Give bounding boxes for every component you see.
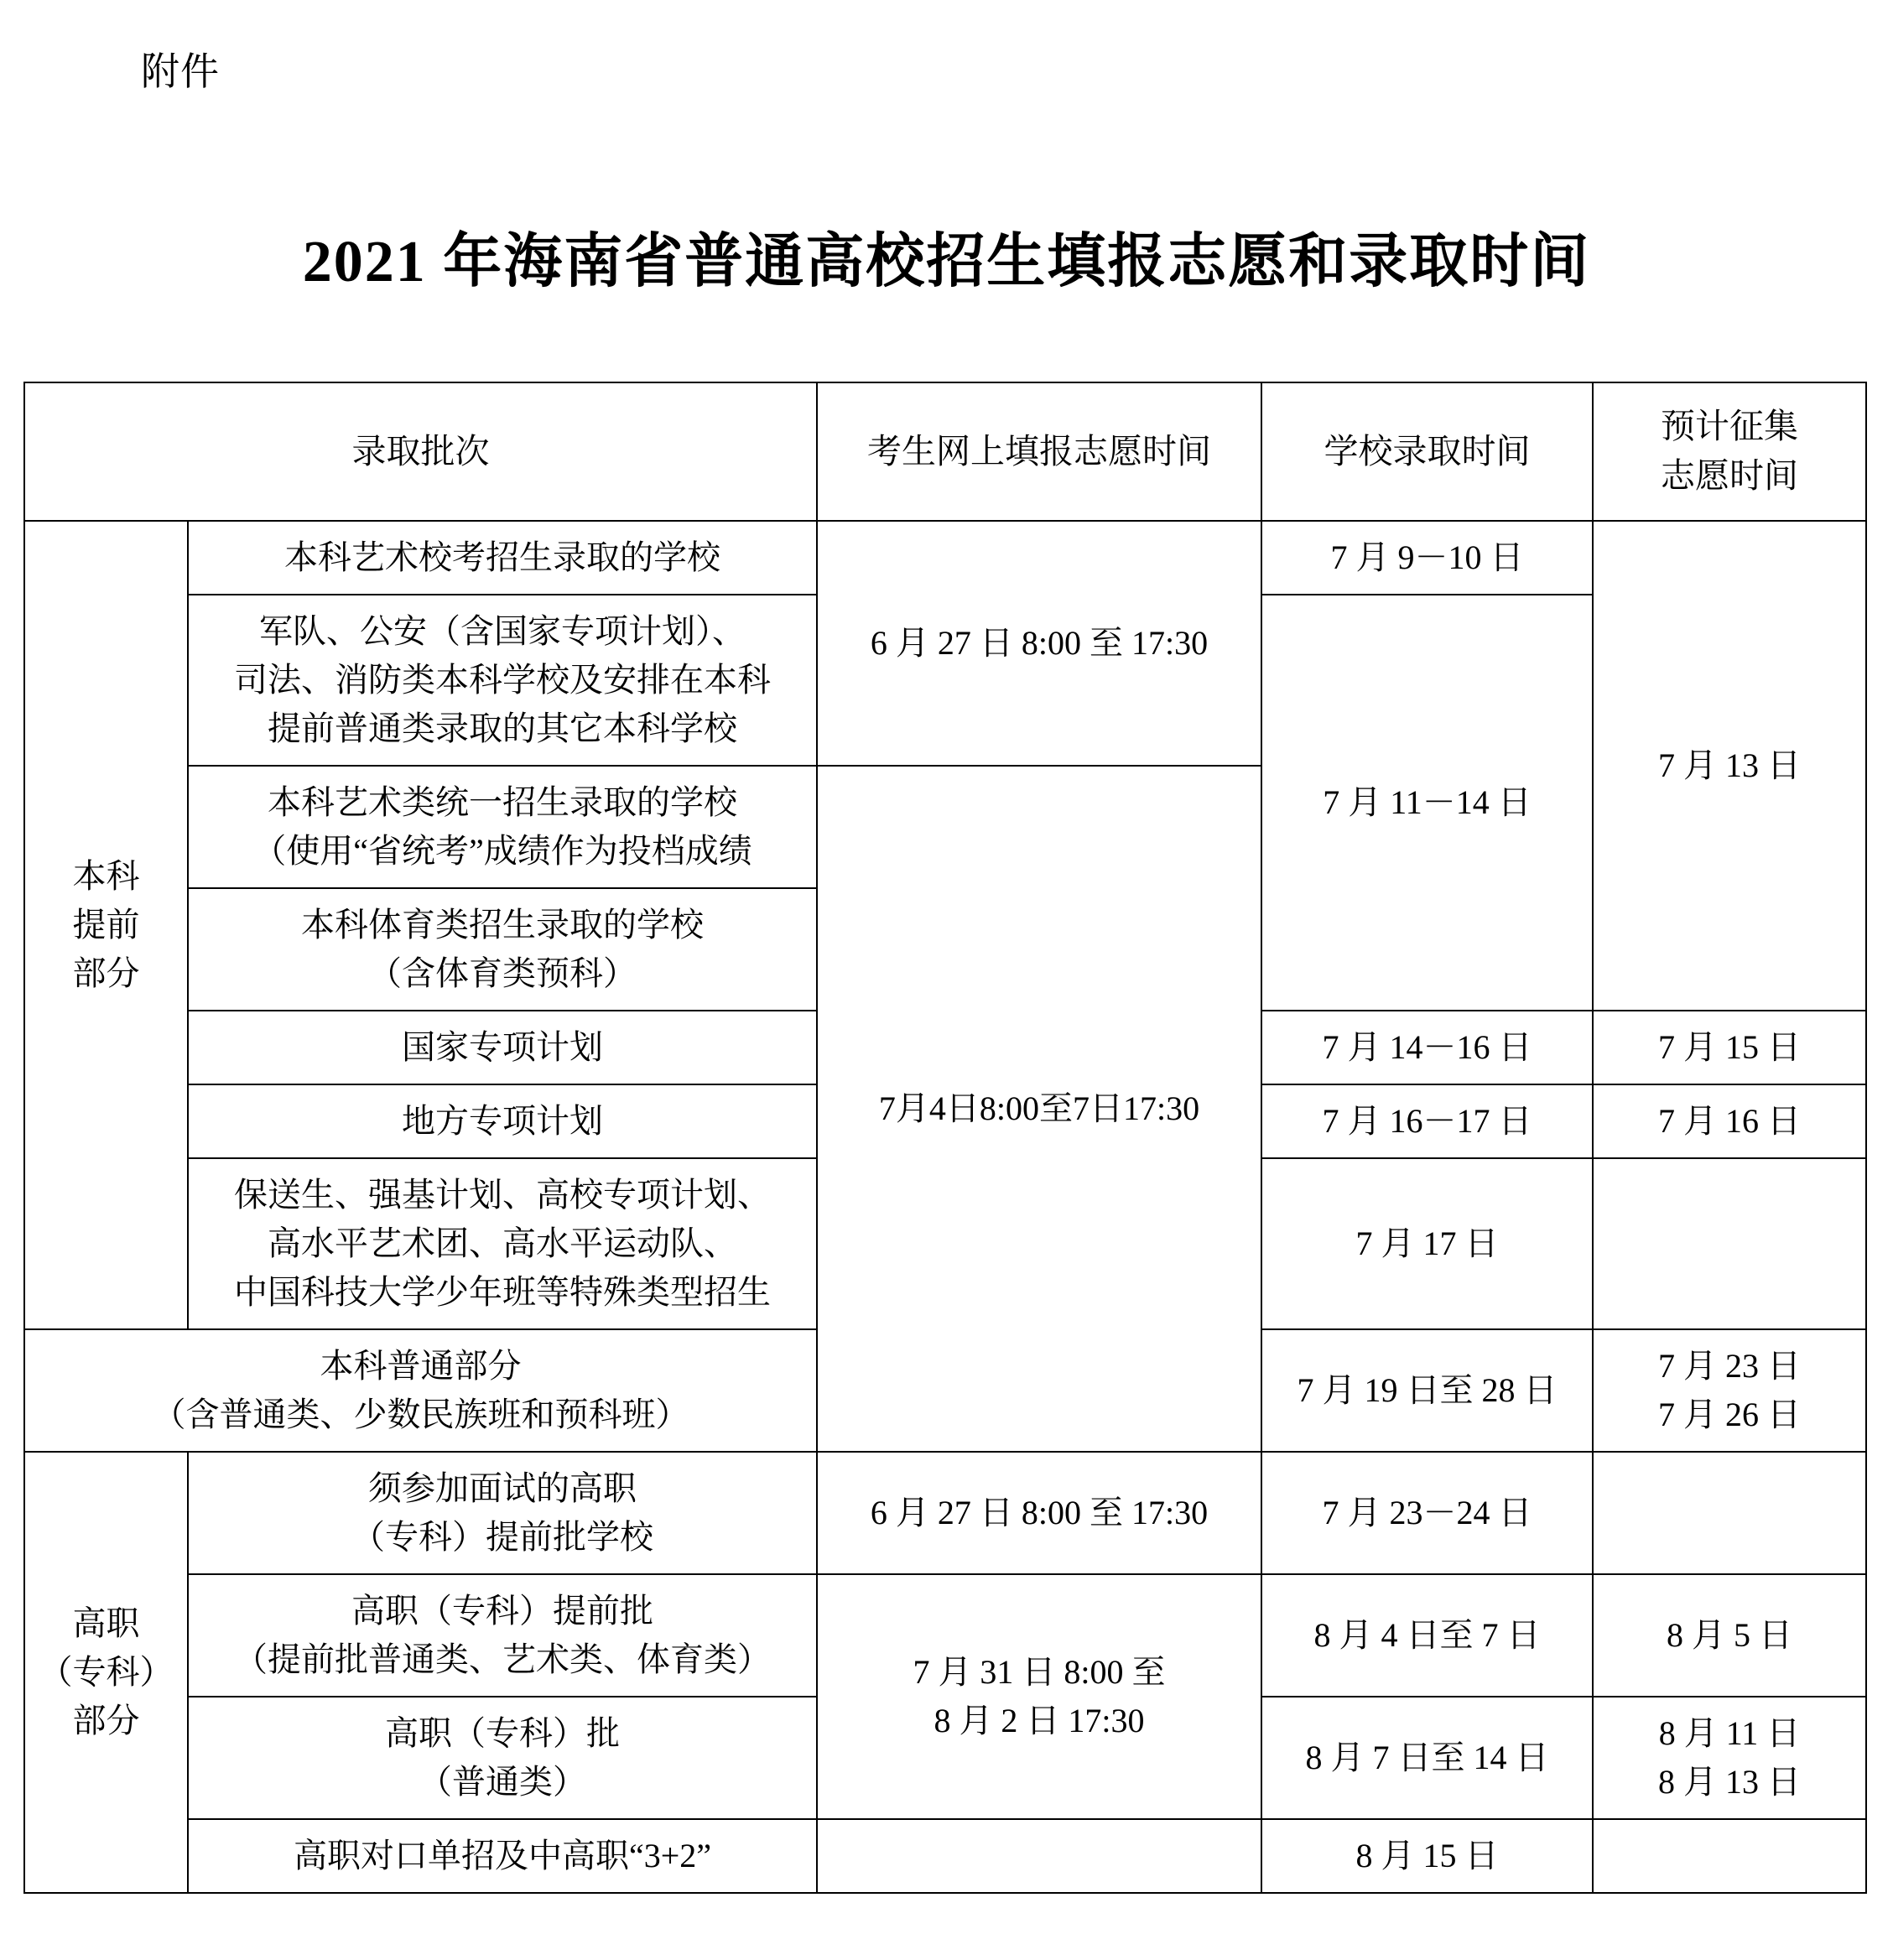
batch-art-exam-school: 本科艺术校考招生录取的学校 bbox=[188, 521, 817, 595]
apply-time-june27: 6 月 27 日 8:00 至 17:30 bbox=[817, 521, 1261, 766]
header-extra-time bbox=[1593, 382, 1866, 521]
batch-vocational-3plus2: 高职对口单招及中高职“3+2” bbox=[188, 1819, 817, 1893]
extra-time-july15: 7 月 15 日 bbox=[1593, 1011, 1866, 1084]
apply-time-july4-to-7: 7月4日8:00至7日17:30 bbox=[817, 766, 1261, 1452]
batch-undergrad-general-line2: （含普通类、少数民族班和预科班） bbox=[152, 1395, 689, 1433]
batch-art-unified-line1: 本科艺术类统一招生录取的学校 bbox=[268, 782, 737, 821]
apply-time-empty-3plus2 bbox=[817, 1819, 1261, 1893]
batch-military-police bbox=[188, 595, 817, 766]
batch-vocational-early-line1: 高职（专科）提前批 bbox=[351, 1591, 653, 1630]
extra-time-july26: 7 月 26 日 bbox=[1658, 1395, 1801, 1433]
batch-national-special: 国家专项计划 bbox=[188, 1011, 817, 1084]
batch-military-police-line3: 提前普通类录取的其它本科学校 bbox=[268, 709, 737, 747]
admission-time-july23-24: 7 月 23－24 日 bbox=[1261, 1452, 1593, 1574]
page-title: 2021 年海南省普通高校招生填报志愿和录取时间 bbox=[302, 230, 1591, 294]
extra-time-july23: 7 月 23 日 bbox=[1658, 1346, 1801, 1385]
table-row bbox=[24, 1819, 1866, 1893]
batch-sports bbox=[188, 888, 817, 1011]
header-batch: 录取批次 bbox=[24, 382, 817, 521]
admission-time-july11-14 bbox=[1261, 595, 1593, 1011]
extra-time-empty-special-types bbox=[1593, 1158, 1866, 1329]
admission-time-july11-14-text: 7 月 11－14 日 bbox=[1323, 782, 1532, 821]
batch-military-police-line1: 军队、公安（含国家专项计划）、 bbox=[259, 611, 746, 650]
batch-undergrad-general-line1: 本科普通部分 bbox=[320, 1346, 522, 1385]
batch-military-police-line2: 司法、消防类本科学校及安排在本科 bbox=[234, 660, 771, 699]
batch-interview-vocational-line2: （专科）提前批学校 bbox=[351, 1517, 653, 1556]
apply-time-july31-line1: 7 月 31 日 8:00 至 bbox=[913, 1652, 1166, 1691]
admission-time-july19-28: 7 月 19 日至 28 日 bbox=[1261, 1329, 1593, 1452]
schedule-table-wrapper bbox=[23, 382, 1865, 1894]
admission-schedule-table bbox=[23, 382, 1867, 1894]
batch-vocational-batch-line1: 高职（专科）批 bbox=[385, 1713, 620, 1752]
batch-sports-line1: 本科体育类招生录取的学校 bbox=[301, 905, 704, 944]
group-undergrad-early bbox=[24, 521, 188, 1329]
extra-time-july23-26 bbox=[1593, 1329, 1866, 1452]
admission-time-aug15: 8 月 15 日 bbox=[1261, 1819, 1593, 1893]
batch-vocational-early-line2: （提前批普通类、艺术类、体育类） bbox=[234, 1640, 771, 1678]
apply-time-july31-line2: 8 月 2 日 17:30 bbox=[933, 1701, 1145, 1739]
group-undergrad-early-line2: 提前 bbox=[72, 905, 140, 944]
admission-time-aug4-7: 8 月 4 日至 7 日 bbox=[1261, 1574, 1593, 1697]
batch-sports-line2: （含体育类预科） bbox=[368, 954, 637, 992]
header-admission-time: 学校录取时间 bbox=[1261, 382, 1593, 521]
header-apply-time: 考生网上填报志愿时间 bbox=[817, 382, 1261, 521]
admission-time-july14-16: 7 月 14－16 日 bbox=[1261, 1011, 1593, 1084]
batch-undergrad-general bbox=[24, 1329, 817, 1452]
batch-special-types-line1: 保送生、强基计划、高校专项计划、 bbox=[234, 1175, 771, 1214]
batch-vocational-batch-line2: （普通类） bbox=[419, 1762, 586, 1801]
batch-vocational-batch bbox=[188, 1697, 817, 1819]
table-header-row bbox=[24, 382, 1866, 521]
batch-special-types-line3: 中国科技大学少年班等特殊类型招生 bbox=[234, 1272, 771, 1311]
extra-time-july13: 7 月 13 日 bbox=[1593, 521, 1866, 1011]
group-undergrad-early-line3: 部分 bbox=[72, 954, 140, 992]
batch-interview-vocational-line1: 须参加面试的高职 bbox=[368, 1469, 637, 1507]
attachment-label: 附件 bbox=[141, 50, 220, 93]
extra-time-july16: 7 月 16 日 bbox=[1593, 1084, 1866, 1158]
apply-time-july31-aug2 bbox=[817, 1574, 1261, 1819]
extra-time-empty-3plus2 bbox=[1593, 1819, 1866, 1893]
batch-special-types-line2: 高水平艺术团、高水平运动队、 bbox=[268, 1224, 737, 1262]
batch-art-unified-line2: （使用“省统考”成绩作为投档成绩 bbox=[252, 831, 752, 870]
extra-time-aug11-13 bbox=[1593, 1697, 1866, 1819]
extra-time-empty-interview bbox=[1593, 1452, 1866, 1574]
group-vocational-line3: 部分 bbox=[72, 1701, 140, 1739]
extra-time-aug11: 8 月 11 日 bbox=[1658, 1713, 1801, 1752]
batch-art-unified bbox=[188, 766, 817, 888]
batch-interview-vocational bbox=[188, 1452, 817, 1574]
batch-special-types bbox=[188, 1158, 817, 1329]
group-vocational-line1: 高职 bbox=[72, 1604, 140, 1642]
table-row bbox=[24, 521, 1866, 595]
admission-time-july16-17: 7 月 16－17 日 bbox=[1261, 1084, 1593, 1158]
apply-time-june27-vocational: 6 月 27 日 8:00 至 17:30 bbox=[817, 1452, 1261, 1574]
header-extra-time-line2: 志愿时间 bbox=[1661, 456, 1798, 496]
table-row bbox=[24, 1574, 1866, 1697]
admission-time-aug7-14: 8 月 7 日至 14 日 bbox=[1261, 1697, 1593, 1819]
batch-local-special: 地方专项计划 bbox=[188, 1084, 817, 1158]
admission-time-july9-10: 7 月 9－10 日 bbox=[1261, 521, 1593, 595]
extra-time-aug5: 8 月 5 日 bbox=[1593, 1574, 1866, 1697]
header-extra-time-line1: 预计征集 bbox=[1661, 407, 1798, 445]
group-vocational bbox=[24, 1452, 188, 1893]
group-vocational-line2: （专科） bbox=[39, 1652, 174, 1691]
table-row bbox=[24, 1452, 1866, 1574]
extra-time-aug13: 8 月 13 日 bbox=[1658, 1762, 1801, 1801]
batch-vocational-early bbox=[188, 1574, 817, 1697]
admission-time-july17: 7 月 17 日 bbox=[1261, 1158, 1593, 1329]
group-undergrad-early-line1: 本科 bbox=[72, 856, 140, 895]
